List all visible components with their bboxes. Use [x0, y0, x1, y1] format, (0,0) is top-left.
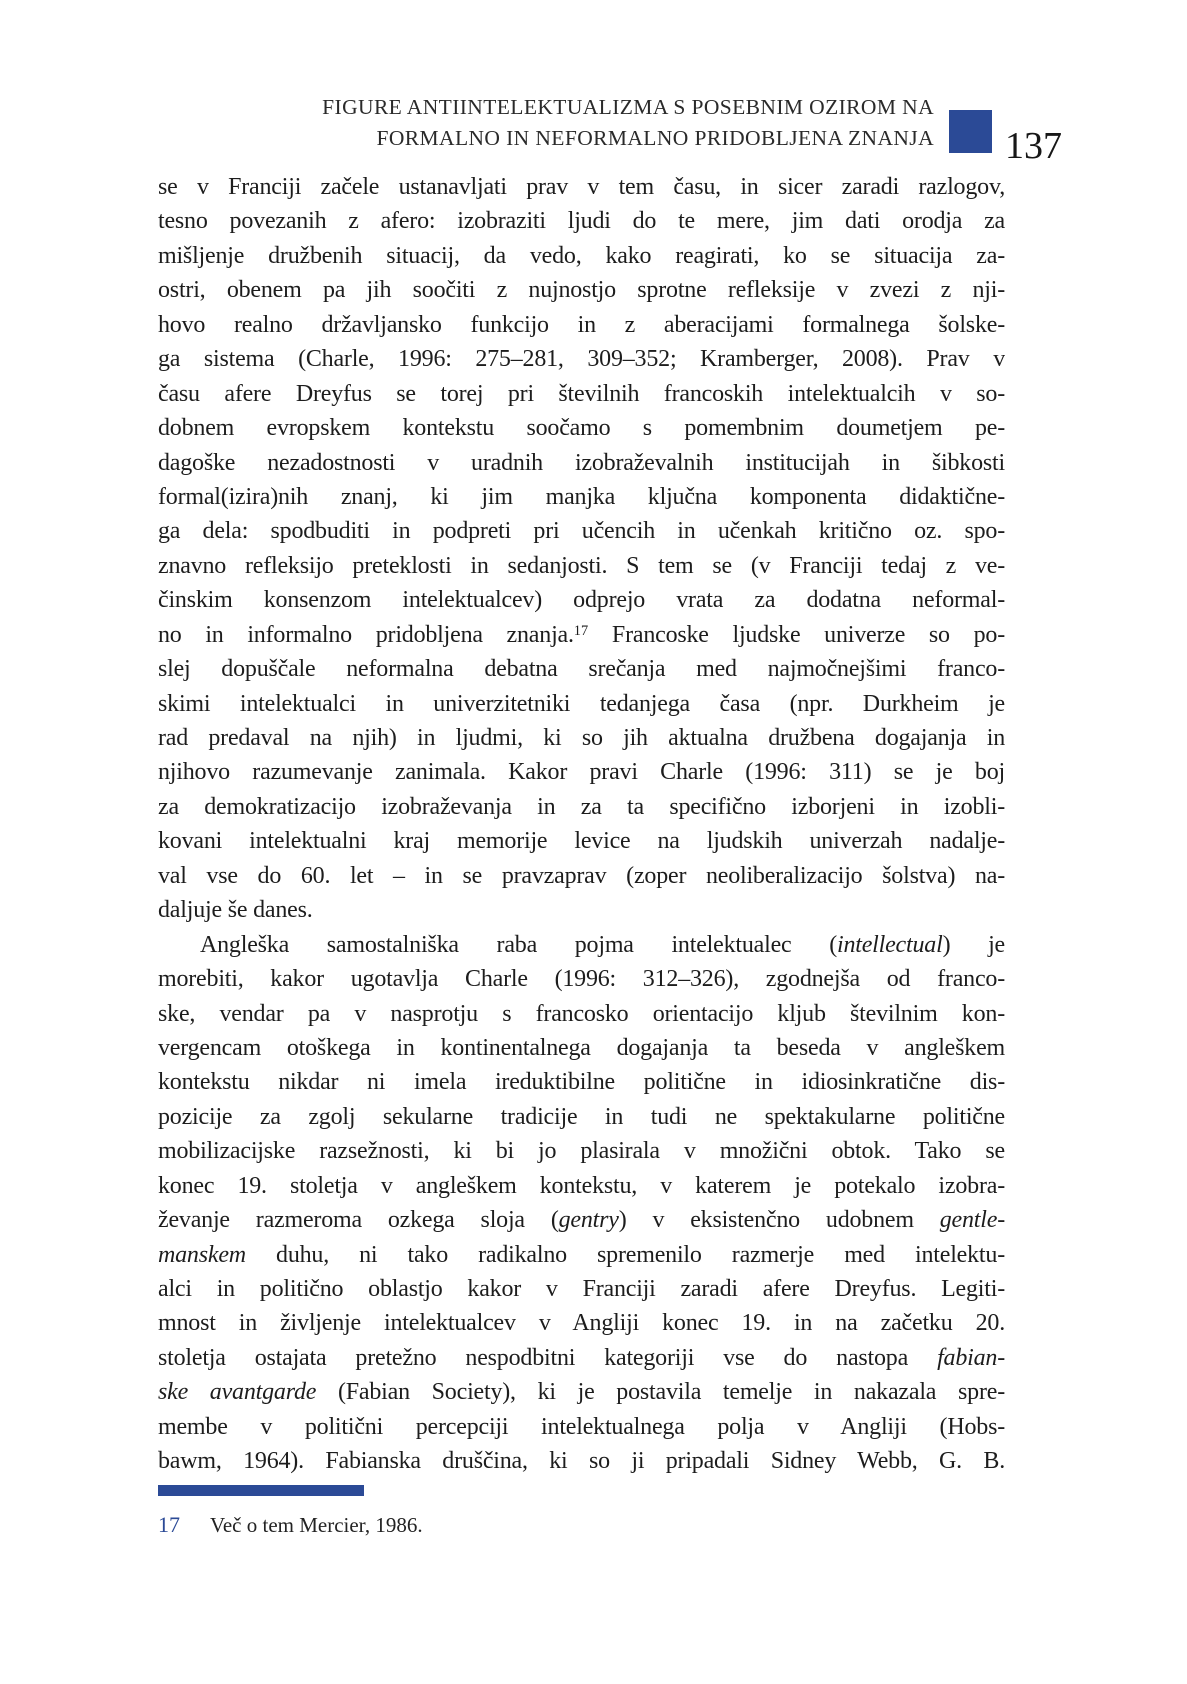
- running-head-line2: FORMALNO IN NEFORMALNO PRIDOBLJENA ZNANJA: [376, 126, 934, 150]
- paragraph: [158, 170, 1005, 928]
- text-line: dagoške nezadostnosti v uradnih izobraževalnih institucijah in šibkosti: [158, 449, 1005, 476]
- text-line: alci in politično oblastjo kakor v Franciji zaradi afere Dreyfus. Legiti-: [158, 1276, 1005, 1302]
- text-line: mišljenje družbenih situacij, da vedo, kako reagirati, ko se situacija za-: [158, 242, 1005, 269]
- running-head-line1: FIGURE ANTIINTELEKTUALIZMA S POSEBNIM OZIROM NA: [322, 95, 934, 119]
- text-line: Angleška samostalniška raba pojma intelektualec (intellectual) je: [200, 931, 1005, 958]
- header-accent-square: [949, 110, 992, 153]
- page-number: 137: [1005, 125, 1062, 167]
- text-line: tesno povezanih z afero: izobraziti ljudi do te mere, jim dati orodja za: [158, 208, 1005, 235]
- footnote-text: Več o tem Mercier, 1986.: [210, 1513, 423, 1537]
- text-line: hovo realno državljansko funkcijo in z aberacijami formalnega šolske-: [158, 311, 1005, 338]
- text-line: stoletja ostajata pretežno nespodbitni kategoriji vse do nastopa fabian-: [158, 1344, 1005, 1371]
- text-line: slej dopuščale neformalna debatna srečanja med najmočnejšimi franco-: [158, 656, 1005, 683]
- text-line: membe v politični percepciji intelektualnega polja v Angliji (Hobs-: [158, 1413, 1005, 1440]
- text-line: ga sistema (Charle, 1996: 275–281, 309–352; Kramberger, 2008). Prav v: [158, 346, 1005, 373]
- text-line: ske, vendar pa v nasprotju s francosko orientacijo kljub številnim kon-: [158, 1000, 1005, 1027]
- text-line: ostri, obenem pa jih soočiti z nujnostjo sprotne refleksije v zvezi z nji-: [158, 277, 1005, 304]
- text-line: se v Franciji začele ustanavljati prav v tem času, in sicer zaradi razlogov,: [158, 174, 1005, 200]
- paragraph: [158, 928, 1005, 1479]
- footnote-reference: 17: [573, 622, 589, 639]
- text-line: ske avantgarde (Fabian Society), ki je postavila temelje in nakazala spre-: [158, 1379, 1005, 1406]
- text-line: činskim konsenzom intelektualcev) odprejo vrata za dodatna neformal-: [158, 587, 1005, 614]
- text-line: mobilizacijske razsežnosti, ki bi jo plasirala v množični obtok. Tako se: [158, 1138, 1005, 1165]
- text-line: konec 19. stoletja v angleškem kontekstu, v katerem je potekalo izobra-: [158, 1172, 1005, 1199]
- text-line: manskem duhu, ni tako radikalno spremenilo razmerje med intelektu-: [158, 1241, 1005, 1268]
- text-line: rad predaval na njih) in ljudmi, ki so jih aktualna družbena dogajanja in: [158, 725, 1005, 751]
- footnote: [158, 1512, 1005, 1538]
- text-line: ževanje razmeroma ozkega sloja (gentry) v eksistenčno udobnem gentle-: [158, 1207, 1005, 1234]
- text-line: bawm, 1964). Fabianska druščina, ki so ji pripadali Sidney Webb, G. B.: [158, 1448, 1005, 1475]
- footnote-number: 17: [158, 1512, 180, 1537]
- text-line: formal(izira)nih znanj, ki jim manjka ključna komponenta didaktične-: [158, 483, 1005, 510]
- text-line: času afere Dreyfus se torej pri številnih francoskih intelektualcih v so-: [158, 380, 1005, 407]
- footnote-separator-rule: [158, 1485, 364, 1496]
- text-line: njihovo razumevanje zanimala. Kakor pravi Charle (1996: 311) se je boj: [158, 759, 1005, 786]
- text-line: znavno refleksijo preteklosti in sedanjosti. S tem se (v Franciji tedaj z ve-: [158, 552, 1005, 579]
- running-head-title: [322, 92, 934, 154]
- text-line: ga dela: spodbuditi in podpreti pri učencih in učenkah kritično oz. spo-: [158, 518, 1005, 545]
- text-line: no in informalno pridobljena znanja.$^{17}$ Francoske ljudske univerze so po-: [158, 621, 1005, 648]
- text-line: val vse do 60. let – in se pravzaprav (zoper neoliberalizacijo šolstva) na-: [158, 862, 1005, 889]
- text-line: kontekstu nikdar ni imela ireduktibilne politične in idiosinkratične dis-: [158, 1069, 1005, 1096]
- text-line: daljuje še danes.: [158, 897, 313, 924]
- text-line: za demokratizacijo izobraževanja in za ta specifično izborjeni in izobli-: [158, 793, 1005, 820]
- text-line: vergencam otoškega in kontinentalnega dogajanja ta beseda v angleškem: [158, 1034, 1005, 1061]
- text-line: kovani intelektualni kraj memorije levice na ljudskih univerzah nadalje-: [158, 828, 1005, 855]
- body-text: [158, 170, 1005, 1479]
- text-line: skimi intelektualci in univerzitetniki tedanjega časa (npr. Durkheim je: [158, 690, 1005, 717]
- text-line: morebiti, kakor ugotavlja Charle (1996: 312–326), zgodnejša od franco-: [158, 966, 1005, 993]
- text-line: mnost in življenje intelektualcev v Angliji konec 19. in na začetku 20.: [158, 1310, 1005, 1337]
- running-head: [322, 92, 1062, 167]
- text-line: pozicije za zgolj sekularne tradicije in tudi ne spektakularne politične: [158, 1103, 1005, 1130]
- text-line: dobnem evropskem kontekstu soočamo s pomembnim doumetjem pe-: [158, 415, 1005, 442]
